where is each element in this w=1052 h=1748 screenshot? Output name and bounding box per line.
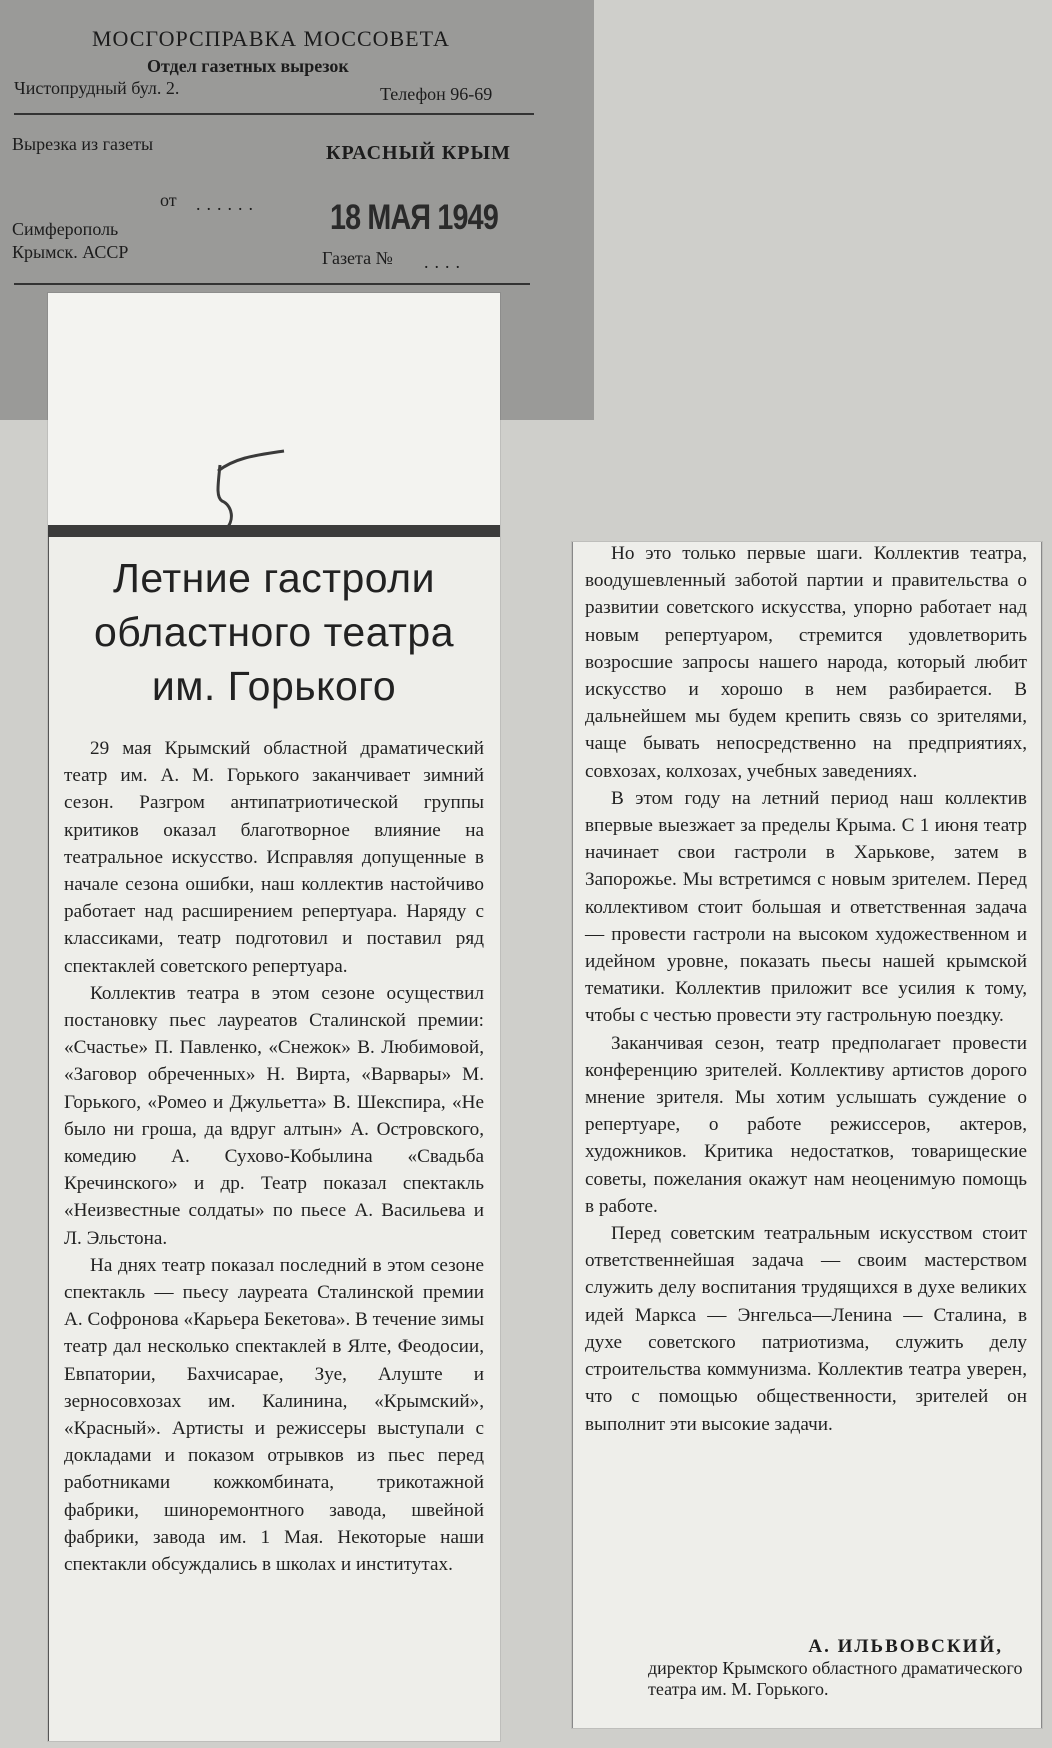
left-column-edge [48,537,49,1741]
paragraph: Перед советским театральным искусством стоит ответственнейшая задача — своим мастерством служить делу воспитания трудящихся в духе великих идей Маркса — Энгельса—Ленина — Сталина, в духе советского патриотизма, служить делу строительства коммунизма. Коллектив театра уверен, что с помощью общественности, зрителей он выполнит эти высокие задачи. [585,1223,1027,1435]
stamp-divider-top [14,113,534,115]
author-name: А. ИЛЬВОВСКИЙ, [808,1636,1003,1657]
newspaper-top-rule [48,525,500,537]
handwritten-number-mark [210,445,300,535]
stamp-date: 18 МАЯ 1949 [330,198,498,237]
paragraph: В этом году на летний период наш коллектив впервые выезжает за пределы Крыма. С 1 июня театр начинает свои гастроли в Харькове, затем в Запорожье. Мы встретимся с новым зрителем. Перед коллективом стоит большая и ответственная задача — провести гастроли на высоком художественном и идейном уровне, показать пьесы нашей крымской тематики. Коллектив приложит все усилия к тому, чтобы с честью провести эту гастрольную поездку. [585,787,1027,1027]
stamp-region: Крымск. АССР [12,242,129,262]
paragraph: Заканчивая сезон, театр предполагает провести конференцию зрителей. Коллективу артистов дорого мнение зрителя. Мы хотим услышать суждение о репертуаре, о работе режиссеров, актеров, художников. Критика недостатков, товарищеские советы, пожелания окажут нам неоценимую помощь в работе. [585,1032,1027,1217]
stamp-dept: Отдел газетных вырезок [147,56,349,76]
article-headline [48,551,500,713]
clipping-right-column [572,542,1042,1728]
paragraph: 29 мая Крымский областной драматический театр им. А. М. Горького заканчивает зимний сезон. Разгром антипатриотической группы критиков оказал благотворное влияние на театральное искусство. Исправляя допущенные в начале сезона ошибки, наш коллектив настойчиво работает над расширением репертуара. Наряду с классиками, театр подготовил и поставил ряд спектаклей советского репертуара. [64,738,484,977]
article-body-left [64,735,484,1578]
stamp-address: Чистопрудный бул. 2. [14,78,180,98]
stamp-org: МОСГОРСПРАВКА МОССОВЕТА [92,26,450,51]
article-body-right [585,540,1027,1438]
paragraph: Но это только первые шаги. Коллектив театра, воодушевленный заботой партии и правительства о развитии советского искусства, упорно работает над новым репертуаром, стремится удовлетворить возросшие запросы нашего народа, который любит искусство и хорошо в нем разбирается. В дальнейшем мы будем крепить связь со зрителями, чаще бывать непосредственно на предприятиях, совхозах, колхозах, учебных заведениях. [585,543,1027,782]
stamp-from-label: от [160,190,177,210]
stamp-divider-bottom [14,283,530,285]
headline-line-1: Летние гастроли [112,555,436,601]
headline-line-3: им. Горького [151,663,397,709]
stamp-clip-label: Вырезка из газеты [12,134,154,154]
paragraph: На днях театр показал последний в этом сезоне спектакль — пьесу лауреата Сталинской премии А. Софронова «Карьера Бекетова». В течение зимы театр дал несколько спектаклей в Ялте, Феодосии, Евпатории, Бахчисарае, Зуе, Алуште и зерносовхозах им. Калинина, «Крымский», «Красный». Артисты и режиссеры выступали с докладами и показом отрывков из пьес перед работниками кожкомбината, трикотажной фабрики, шиноремонтного завода, швейной фабрики, завода им. 1 Мая. Некоторые наши спектакли обсуждались в школах и институтах. [64,1254,484,1576]
stamp-issue-label: Газета № [322,248,393,268]
article-signature [583,1636,1023,1700]
stamp-newspaper: КРАСНЫЙ КРЫМ [326,142,512,164]
stamp-dots-date: ...... [196,194,259,214]
clipping-left-column [48,293,500,1741]
headline-line-2: областного театра [93,609,455,655]
stamp-city: Симферополь [12,219,119,239]
author-title: директор Крымского областного драматического театра им. М. Горького. [648,1658,1023,1699]
paragraph: Коллектив театра в этом сезоне осуществил постановку пьес лауреатов Сталинской премии: «Счастье» П. Павленко, «Снежок» В. Любимовой, «Заговор обреченных» Н. Вирта, «Варвары» М. Горького, «Ромео и Джульетта» В. Шекспира, «Не было ни гроша, да вдруг алтын» А. Островского, комедию А. Сухово-Кобылина «Свадьба Кречинского» и др. Театр показал спектакль «Неизвестные солдаты» по пьесе А. Васильева и Л. Эльстона. [64,982,484,1249]
stamp-dots-issue: .... [424,252,466,272]
stamp-phone: Телефон 96-69 [380,84,493,104]
